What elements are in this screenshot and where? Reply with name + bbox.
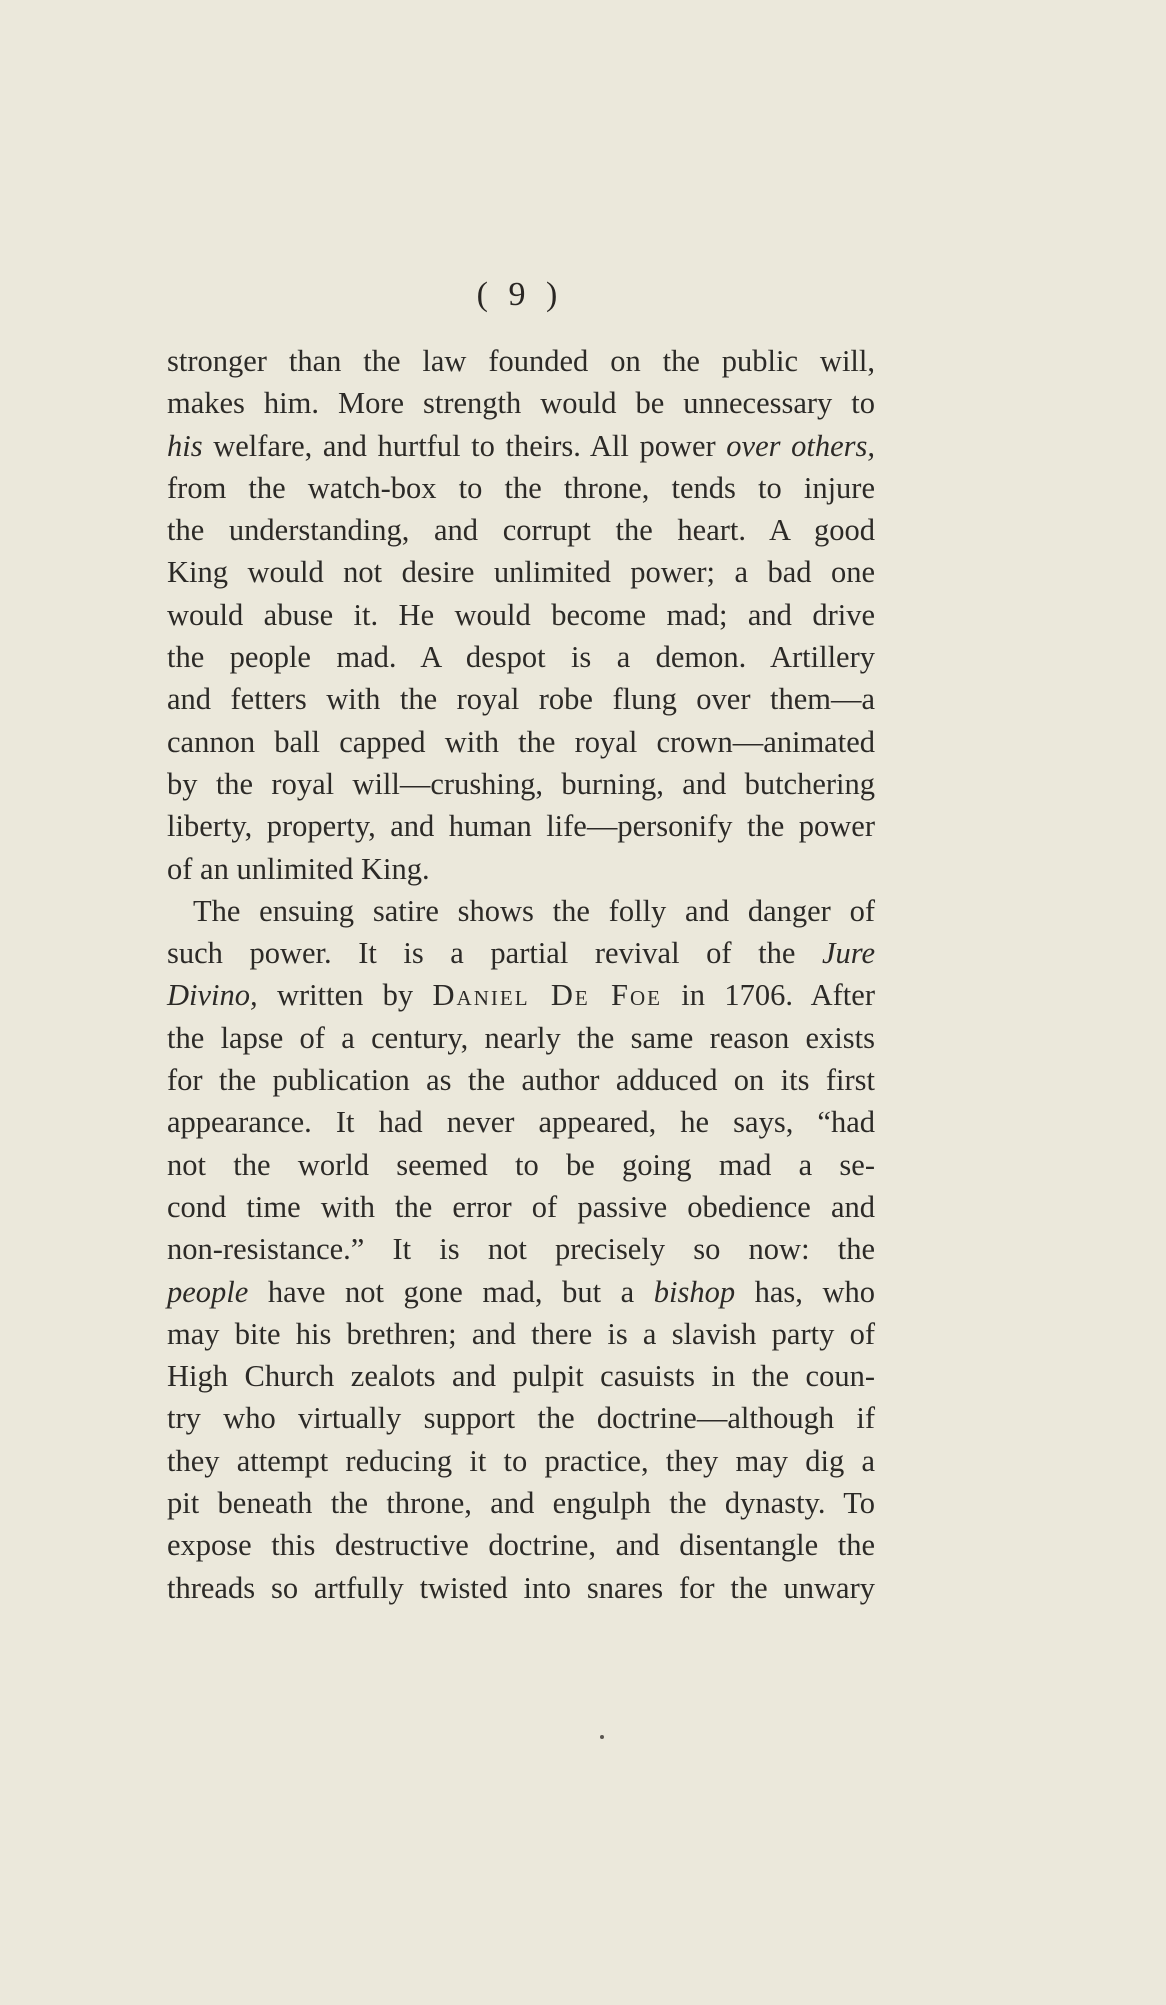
- text-line: such power. It is a partial revival of the Jure: [167, 936, 875, 971]
- body-text: [167, 340, 875, 1609]
- italic-text: people: [167, 1274, 249, 1309]
- text-line: expose this destructive doctrine, and disentangle the: [167, 1528, 875, 1563]
- text-line: High Church zealots and pulpit casuists in the coun-: [167, 1359, 875, 1394]
- text-line: pit beneath the throne, and engulph the dynasty. To: [167, 1486, 875, 1521]
- italic-text: his: [167, 428, 203, 463]
- text-line: people have not gone mad, but a bishop has, who: [167, 1274, 876, 1309]
- italic-text: bishop: [653, 1274, 736, 1309]
- text-line: would abuse it. He would become mad; and drive: [167, 597, 875, 632]
- page-number: ( 9 ): [476, 276, 564, 313]
- text-line: try who virtually support the doctrine—although if: [167, 1401, 875, 1436]
- ink-speck: [600, 1735, 604, 1739]
- text-line: the lapse of a century, nearly the same reason exists: [167, 1020, 875, 1055]
- paragraph-1: [167, 340, 875, 890]
- text-line: stronger than the law founded on the public will,: [167, 344, 875, 378]
- text-line: may bite his brethren; and there is a slavish party of: [167, 1316, 875, 1351]
- text-line: liberty, property, and human life—personify the power: [167, 809, 875, 844]
- text-line: threads so artfully twisted into snares for the unwary: [167, 1570, 875, 1605]
- small-caps-text: Daniel De Foe: [432, 978, 662, 1013]
- text-line: makes him. More strength would be unnecessary to: [167, 386, 875, 421]
- text-line: and fetters with the royal robe flung over them—a: [167, 682, 875, 717]
- text-line: not the world seemed to be going mad a se-: [167, 1147, 875, 1182]
- text-line: cond time with the error of passive obedience and: [167, 1189, 875, 1224]
- text-line: the understanding, and corrupt the heart. A good: [167, 513, 875, 548]
- text-line: non-resistance.” It is not precisely so now: the: [167, 1232, 875, 1267]
- text-line: The ensuing satire shows the folly and danger of: [193, 893, 875, 928]
- text-line: his welfare, and hurtful to theirs. All power over others,: [167, 428, 875, 463]
- paragraph-2: [167, 890, 875, 1609]
- text-line: appearance. It had never appeared, he says, “had: [167, 1105, 875, 1140]
- text-line: cannon ball capped with the royal crown—animated: [167, 724, 875, 759]
- text-line: from the watch-box to the throne, tends to injure: [167, 470, 875, 505]
- italic-text: over others,: [726, 428, 875, 463]
- text-line: for the publication as the author adduced on its first: [167, 1063, 875, 1098]
- text-line: King would not desire unlimited power; a bad one: [167, 555, 875, 590]
- text-line: Divino, written by Daniel De Foe in 1706. After: [167, 978, 875, 1013]
- text-line: of an unlimited King.: [167, 851, 430, 886]
- text-line: the people mad. A despot is a demon. Artillery: [167, 640, 875, 675]
- text-line: by the royal will—crushing, burning, and butchering: [167, 766, 875, 801]
- italic-text: Divino,: [167, 978, 258, 1013]
- italic-text: Jure: [821, 936, 875, 971]
- text-line: they attempt reducing it to practice, they may dig a: [167, 1443, 875, 1478]
